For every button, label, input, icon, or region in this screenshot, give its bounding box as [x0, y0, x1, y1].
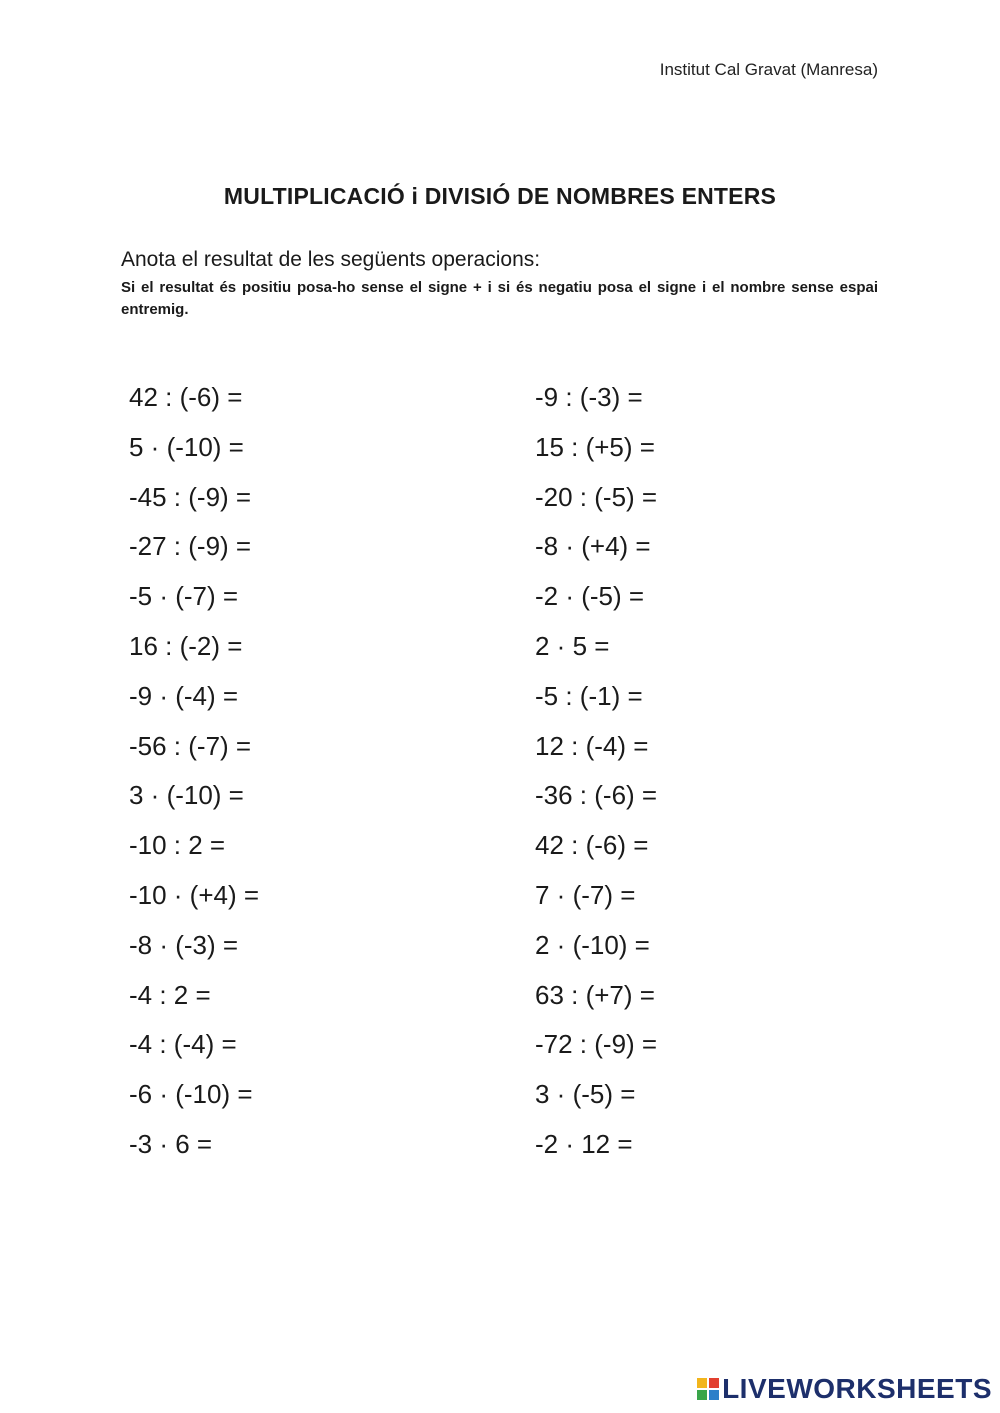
exercise-item: 12 : (-4) = — [535, 730, 649, 761]
exercise-item: 2 · (-10) = — [535, 929, 650, 960]
liveworksheets-logo-icon — [697, 1378, 719, 1400]
exercise-item: -3 · 6 = — [129, 1128, 213, 1159]
exercise-item: 2 · 5 = — [535, 630, 610, 661]
exercise-item: -9 : (-3) = — [535, 382, 643, 412]
worksheet-title: MULTIPLICACIÓ i DIVISIÓ DE NOMBRES ENTERS — [223, 183, 777, 209]
exercise-item: -20 : (-5) = — [535, 481, 658, 512]
exercise-item: -6 · (-10) = — [129, 1079, 253, 1110]
exercise-item: -5 : (-1) = — [535, 680, 643, 711]
exercise-item: -45 : (-9) = — [129, 481, 252, 512]
exercise-item: -5 · (-7) = — [129, 581, 239, 612]
exercise-item: -2 · (-5) = — [535, 581, 645, 612]
exercise-item: 42 : (-6) = — [129, 382, 243, 412]
exercise-column-left — [129, 373, 259, 1170]
exercise-item: -4 : (-4) = — [129, 1029, 237, 1060]
exercise-item: -36 : (-6) = — [535, 780, 658, 811]
exercise-item: 3 · (-5) = — [535, 1079, 636, 1110]
exercise-column-right — [535, 373, 657, 1170]
exercise-item: -8 · (+4) = — [535, 531, 651, 562]
exercise-item: 16 : (-2) = — [129, 630, 243, 661]
exercise-item: -10 · (+4) = — [129, 879, 260, 910]
exercise-item: 15 : (+5) = — [535, 431, 655, 462]
exercise-item: 5 · (-10) = — [129, 431, 244, 462]
liveworksheets-logo — [697, 1373, 992, 1405]
instructions-note: Si el resultat és positiu posa-ho sense el signe + i si és negatiu posa el signe i el nombre sense espai entremig. — [121, 279, 878, 318]
exercise-item: -27 : (-9) = — [129, 531, 252, 562]
exercise-item: 63 : (+7) = — [535, 979, 655, 1010]
exercise-item: -72 : (-9) = — [535, 1029, 658, 1060]
exercise-item: -2 · 12 = — [535, 1128, 633, 1159]
exercise-item: 42 : (-6) = — [535, 830, 649, 861]
school-name: Institut Cal Gravat (Manresa) — [659, 60, 878, 79]
exercise-item: -56 : (-7) = — [129, 730, 252, 761]
exercise-item: -4 : 2 = — [129, 979, 211, 1010]
instructions — [121, 248, 878, 321]
exercise-item: -8 · (-3) = — [129, 929, 239, 960]
exercise-item: 7 · (-7) = — [535, 879, 636, 910]
exercise-item: -9 · (-4) = — [129, 680, 239, 711]
exercise-item: 3 · (-10) = — [129, 780, 244, 811]
instructions-main: Anota el resultat de les següents operacions: — [121, 248, 541, 271]
exercise-item: -10 : 2 = — [129, 830, 226, 861]
liveworksheets-logo-text: LIVEWORKSHEETS — [722, 1373, 992, 1404]
